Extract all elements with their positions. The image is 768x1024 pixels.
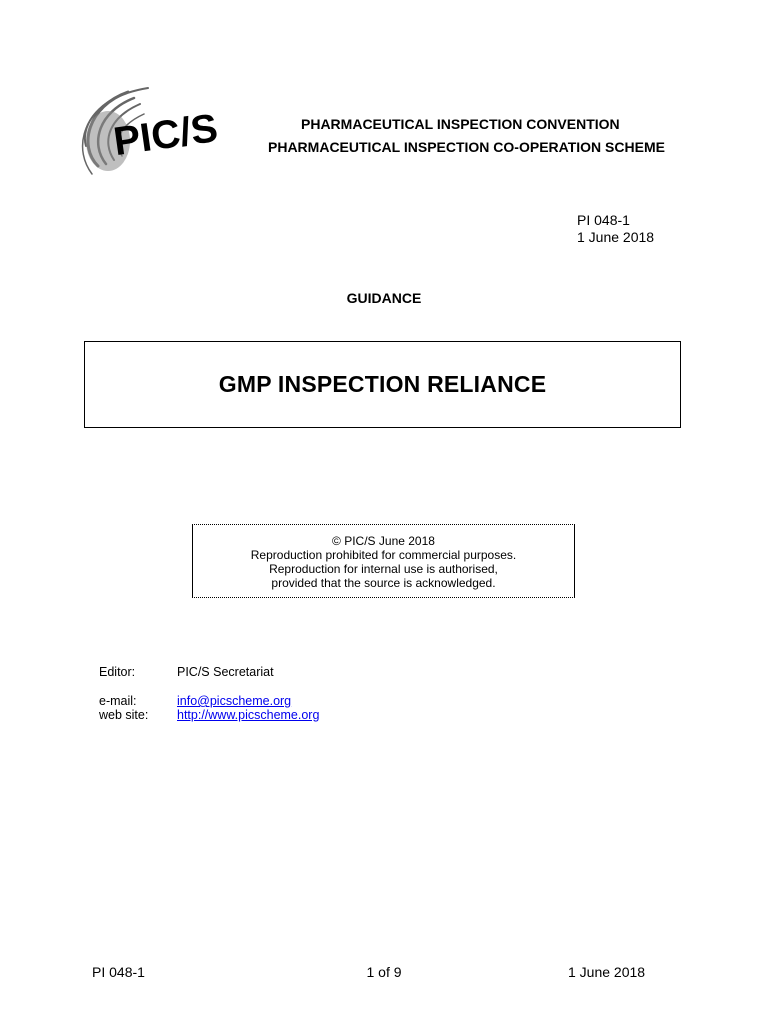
email-link[interactable]: info@picscheme.org: [177, 694, 292, 708]
website-value: [177, 708, 319, 722]
doc-date: 1 June 2018: [577, 229, 655, 245]
email-value: [177, 694, 291, 708]
doc-code: PI 048-1: [577, 212, 630, 228]
pics-logo: [78, 86, 244, 184]
header-convention: PHARMACEUTICAL INSPECTION CONVENTION: [301, 116, 620, 132]
copyright-notice: [192, 524, 575, 598]
svg-text:PIC/S: PIC/S: [110, 106, 221, 165]
copyright-line: Reproduction for internal use is authorised,: [269, 562, 498, 576]
footer-page-number: 1 of 9: [366, 964, 402, 980]
guidance-label: GUIDANCE: [346, 290, 422, 306]
doc-reference: [577, 212, 654, 246]
website-label: web site:: [99, 708, 149, 722]
pics-logo-icon: [78, 86, 244, 184]
copyright-line: provided that the source is acknowledged.: [271, 576, 496, 590]
document-title: GMP INSPECTION RELIANCE: [218, 371, 547, 397]
editor-value: PIC/S Secretariat: [177, 665, 274, 679]
footer-date: 1 June 2018: [568, 964, 646, 980]
copyright-line: Reproduction prohibited for commercial purposes.: [250, 548, 517, 562]
email-label: e-mail:: [99, 694, 137, 708]
editor-label: Editor:: [99, 665, 136, 679]
header-scheme: PHARMACEUTICAL INSPECTION CO-OPERATION SCHEME: [268, 139, 665, 155]
website-link[interactable]: http://www.picscheme.org: [177, 708, 320, 722]
footer-doc-code: PI 048-1: [92, 964, 145, 980]
title-box: [84, 341, 681, 428]
copyright-line: © PIC/S June 2018: [332, 534, 435, 548]
